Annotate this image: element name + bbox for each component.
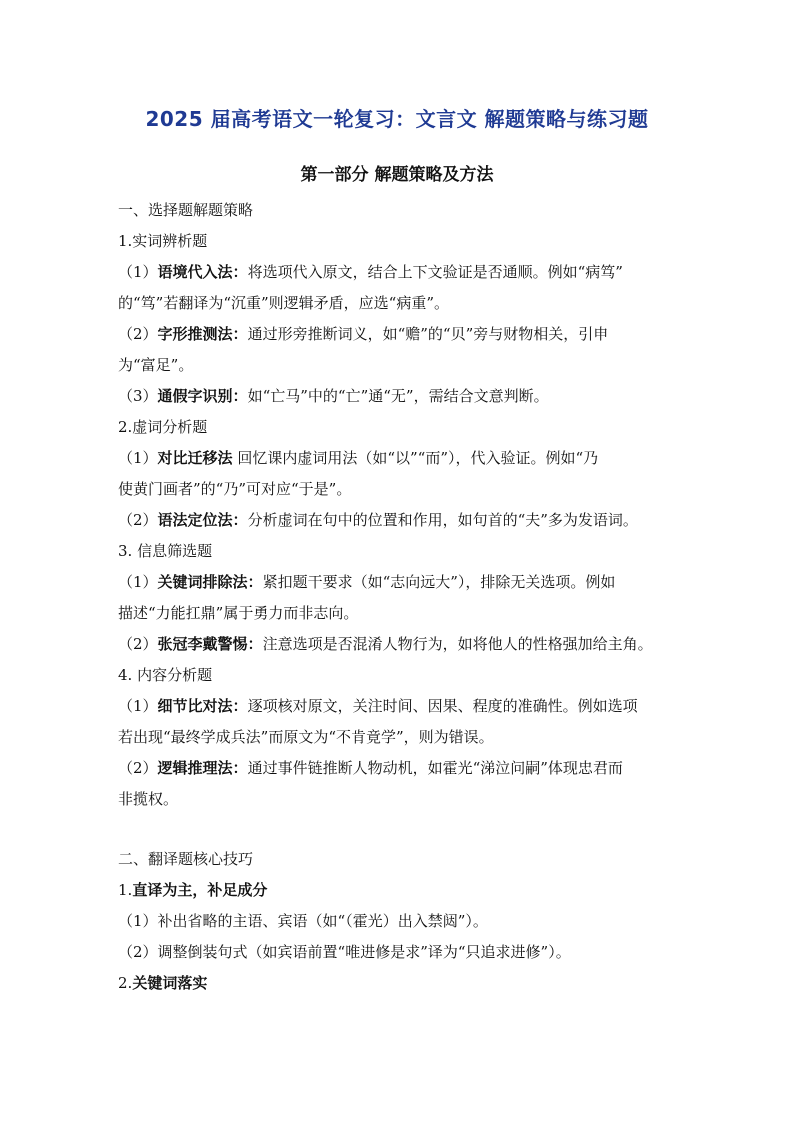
text-segment: 分析虚词在句中的位置和作用，如句首的“夫”多为发语词。 bbox=[247, 511, 638, 529]
text-segment: 1.实词辨析题 bbox=[118, 232, 208, 250]
part-title: 第一部分 解题策略及方法 bbox=[300, 165, 494, 185]
text-line bbox=[118, 260, 698, 291]
bold-term: 张冠李戴警惕： bbox=[157, 635, 263, 653]
text-segment: 回忆课内虚词用法（如“以”“而”），代入验证。例如“乃 bbox=[232, 449, 599, 467]
text-line bbox=[118, 694, 698, 725]
text-line bbox=[118, 291, 698, 322]
text-line bbox=[118, 229, 698, 260]
text-line bbox=[118, 415, 698, 446]
text-line bbox=[118, 847, 698, 878]
text-segment: （1）补出省略的主语、宾语（如“（霍光）出入禁闼”）。 bbox=[118, 912, 488, 930]
text-segment: 3. 信息筛选题 bbox=[118, 542, 213, 560]
text-segment: 4. 内容分析题 bbox=[118, 666, 213, 684]
text-line bbox=[118, 539, 698, 570]
text-line bbox=[118, 663, 698, 694]
text-segment: （1） bbox=[118, 449, 158, 467]
text-line bbox=[118, 353, 698, 384]
text-segment: 注意选项是否混淆人物行为，如将他人的性格强加给主角。 bbox=[262, 635, 653, 653]
bold-term: 关键词落实 bbox=[132, 974, 208, 992]
text-line bbox=[118, 384, 698, 415]
text-segment: 通过事件链推断人物动机，如霍光“涕泣问嗣”体现忠君而 bbox=[247, 759, 623, 777]
text-line bbox=[118, 878, 698, 909]
text-line bbox=[118, 756, 698, 787]
text-segment: （2） bbox=[118, 325, 158, 343]
text-line bbox=[118, 198, 698, 229]
text-segment: 描述“力能扛鼎”属于勇力而非志向。 bbox=[118, 604, 359, 622]
bold-term: 对比迁移法 bbox=[157, 449, 233, 467]
text-segment: （1） bbox=[118, 573, 158, 591]
bold-term: 关键词排除法： bbox=[157, 573, 263, 591]
bold-term: 通假字识别： bbox=[157, 387, 248, 405]
text-segment: （2）调整倒装句式（如宾语前置“唯进修是求”译为“只追求进修”）。 bbox=[118, 943, 571, 961]
text-segment: 2. bbox=[118, 974, 133, 992]
text-segment: 通过形旁推断词义，如“赡”的“贝”旁与财物相关，引申 bbox=[247, 325, 609, 343]
text-segment: （1） bbox=[118, 263, 158, 281]
text-segment: 如“亡马”中的“亡”通“无”，需结合文意判断。 bbox=[247, 387, 549, 405]
text-segment: 使黄门画者”的“乃”可对应“于是”。 bbox=[118, 480, 352, 498]
text-segment: （2） bbox=[118, 759, 158, 777]
blank-line bbox=[118, 818, 698, 847]
text-segment: （2） bbox=[118, 511, 158, 529]
text-segment: 非揽权。 bbox=[118, 790, 179, 808]
text-line bbox=[118, 477, 698, 508]
text-line bbox=[118, 632, 698, 663]
text-segment: 逐项核对原文，关注时间、因果、程度的准确性。例如选项 bbox=[247, 697, 638, 715]
bold-term: 语法定位法： bbox=[157, 511, 248, 529]
text-line bbox=[118, 446, 698, 477]
text-segment: 为“富足”。 bbox=[118, 356, 194, 374]
text-segment: 的“笃”若翻译为“沉重”则逻辑矛盾，应选“病重”。 bbox=[118, 294, 450, 312]
text-segment: 紧扣题干要求（如“志向远大”），排除无关选项。例如 bbox=[262, 573, 616, 591]
text-line bbox=[118, 570, 698, 601]
bold-term: 直译为主，补足成分 bbox=[132, 881, 268, 899]
text-line bbox=[118, 601, 698, 632]
bold-term: 语境代入法： bbox=[157, 263, 248, 281]
bold-term: 字形推测法： bbox=[157, 325, 248, 343]
text-line bbox=[118, 322, 698, 353]
text-line bbox=[118, 508, 698, 539]
text-line bbox=[118, 725, 698, 756]
document-body bbox=[118, 198, 698, 1002]
document-title: 2025 届高考语文一轮复习：文言文 解题策略与练习题 bbox=[145, 107, 649, 131]
text-segment: 一、选择题解题策略 bbox=[118, 201, 254, 219]
text-segment: 二、翻译题核心技巧 bbox=[118, 850, 254, 868]
text-line bbox=[118, 787, 698, 818]
text-line bbox=[118, 940, 698, 971]
bold-term: 逻辑推理法： bbox=[157, 759, 248, 777]
bold-term: 细节比对法： bbox=[157, 697, 248, 715]
text-line bbox=[118, 971, 698, 1002]
text-segment: 2.虚词分析题 bbox=[118, 418, 208, 436]
text-segment: （3） bbox=[118, 387, 158, 405]
text-segment: （1） bbox=[118, 697, 158, 715]
text-line bbox=[118, 909, 698, 940]
text-segment: 将选项代入原文，结合上下文验证是否通顺。例如“病笃” bbox=[247, 263, 623, 281]
text-segment: （2） bbox=[118, 635, 158, 653]
text-segment: 1. bbox=[118, 881, 133, 899]
text-segment: 若出现“最终学成兵法”而原文为“不肯竟学”，则为错误。 bbox=[118, 728, 494, 746]
